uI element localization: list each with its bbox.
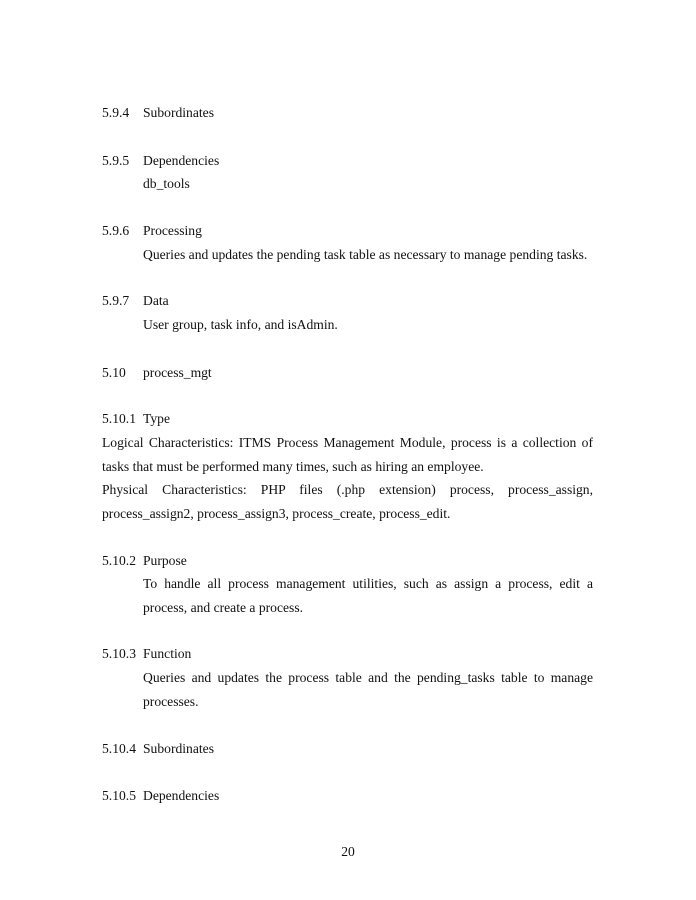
section-title: process_mgt: [143, 365, 212, 380]
section-title: Dependencies: [143, 788, 220, 803]
section-title: Subordinates: [143, 105, 214, 120]
heading-5-9-4: [102, 105, 214, 121]
purpose-body-line-2: process, and create a process.: [143, 600, 304, 615]
heading-5-9-6: [102, 223, 202, 239]
physical-characteristics-line-1: Physical Characteristics: PHP files (.php extension) process, process_assign,: [102, 482, 593, 497]
heading-5-10-4: [102, 741, 214, 757]
section-title: Purpose: [143, 553, 187, 568]
section-title: Subordinates: [143, 741, 214, 756]
processing-body: Queries and updates the pending task table as necessary to manage pending tasks.: [143, 247, 588, 262]
heading-5-9-5: [102, 153, 219, 169]
section-number: 5.10.5: [102, 788, 136, 803]
heading-5-9-7: [102, 293, 169, 309]
heading-5-10-1: [102, 411, 170, 427]
purpose-body-line-1: To handle all process management utilities, such as assign a process, edit a: [143, 576, 593, 591]
data-body: User group, task info, and isAdmin.: [143, 317, 338, 332]
section-title: Processing: [143, 223, 202, 238]
section-number: 5.10.4: [102, 741, 136, 756]
section-number: 5.10: [102, 365, 126, 380]
heading-5-10: [102, 365, 212, 381]
function-body-line-2: processes.: [143, 694, 199, 709]
heading-5-10-3: [102, 646, 191, 662]
section-number: 5.9.7: [102, 293, 130, 308]
section-title: Data: [143, 293, 169, 308]
dependencies-body: db_tools: [143, 176, 190, 191]
logical-characteristics-line-1: Logical Characteristics: ITMS Process Management Module, process is a collection of: [102, 435, 593, 450]
page-number: 20: [341, 844, 355, 859]
section-number: 5.9.6: [102, 223, 130, 238]
logical-characteristics-line-2: tasks that must be performed many times, such as hiring an employee.: [102, 459, 484, 474]
section-title: Type: [143, 411, 170, 426]
function-body-line-1: Queries and updates the process table and the pending_tasks table to manage: [143, 670, 593, 685]
section-title: Function: [143, 646, 192, 661]
heading-5-10-2: [102, 553, 187, 569]
physical-characteristics-line-2: process_assign2, process_assign3, process_create, process_edit.: [102, 506, 451, 521]
section-number: 5.10.2: [102, 553, 136, 568]
section-title: Dependencies: [143, 153, 220, 168]
heading-5-10-5: [102, 788, 219, 804]
section-number: 5.9.4: [102, 105, 130, 120]
section-number: 5.10.3: [102, 646, 136, 661]
section-number: 5.9.5: [102, 153, 130, 168]
section-number: 5.10.1: [102, 411, 136, 426]
